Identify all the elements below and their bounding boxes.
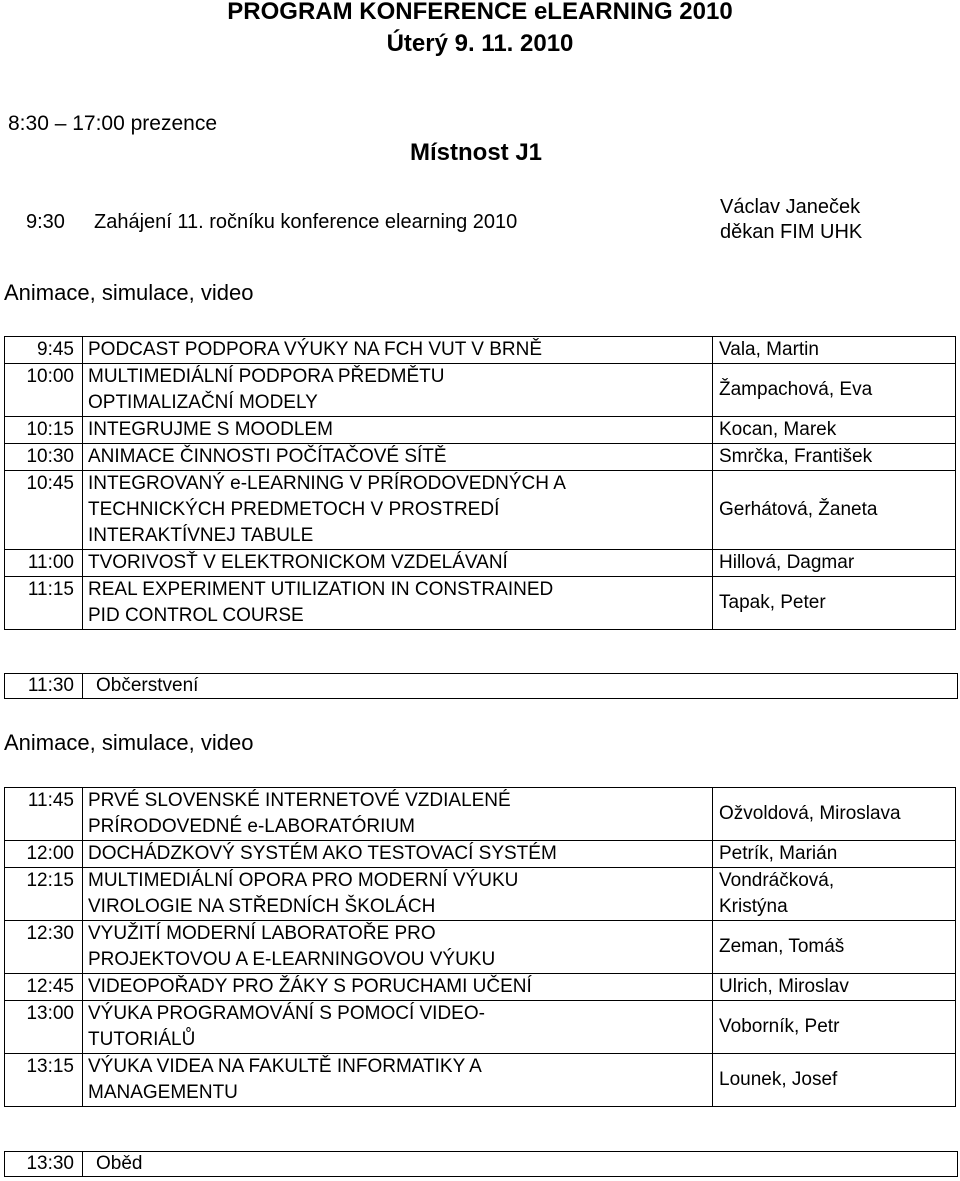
talk-speaker bbox=[713, 577, 956, 630]
opening-title: Zahájení 11. ročníku konference elearning 2010 bbox=[94, 211, 518, 233]
break-row bbox=[4, 1151, 958, 1177]
registration-info: 8:30 – 17:00 prezence bbox=[8, 112, 217, 135]
speaker-line: Vala, Martin bbox=[719, 339, 819, 360]
talk-title-line: VIDEOPOŘADY PRO ŽÁKY S PORUCHAMI UČENÍ bbox=[88, 976, 532, 997]
talk-speaker bbox=[713, 921, 956, 974]
talk-title bbox=[83, 417, 713, 444]
talk-title-line: TVORIVOSŤ V ELEKTRONICKOM VZDELÁVANÍ bbox=[88, 552, 508, 573]
talk-title-line: VÝUKA VIDEA NA FAKULTĚ INFORMATIKY A bbox=[88, 1056, 482, 1077]
talk-title-line: ANIMACE ČINNOSTI POČÍTAČOVÉ SÍTĚ bbox=[88, 446, 447, 467]
talk-speaker bbox=[713, 974, 956, 1001]
talk-speaker bbox=[713, 550, 956, 577]
talk-title bbox=[83, 974, 713, 1001]
talk-time: 10:00 bbox=[5, 364, 83, 417]
talk-speaker bbox=[713, 364, 956, 417]
talk-row bbox=[5, 868, 956, 921]
talk-title-line: VÝUKA PROGRAMOVÁNÍ S POMOCÍ VIDEO- bbox=[88, 1003, 485, 1024]
talk-row bbox=[5, 364, 956, 417]
talk-time: 13:00 bbox=[5, 1001, 83, 1054]
talk-title-line: PRÍRODOVEDNÉ e-LABORATÓRIUM bbox=[88, 816, 415, 837]
talk-title bbox=[83, 1054, 713, 1107]
section-heading: Animace, simulace, video bbox=[4, 280, 254, 305]
talk-row bbox=[5, 841, 956, 868]
talk-row bbox=[5, 1001, 956, 1054]
talk-speaker bbox=[713, 868, 956, 921]
talk-time: 12:00 bbox=[5, 841, 83, 868]
talk-row bbox=[5, 1054, 956, 1107]
speaker-line: Ulrich, Miroslav bbox=[719, 976, 849, 997]
talk-time: 9:45 bbox=[5, 337, 83, 364]
talk-title bbox=[83, 337, 713, 364]
talk-title-line: REAL EXPERIMENT UTILIZATION IN CONSTRAINED bbox=[88, 579, 554, 600]
talk-time: 13:15 bbox=[5, 1054, 83, 1107]
talk-speaker bbox=[713, 471, 956, 550]
talk-row bbox=[5, 974, 956, 1001]
talk-time: 10:15 bbox=[5, 417, 83, 444]
break-label: Oběd bbox=[96, 1153, 143, 1174]
speaker-line: Tapak, Peter bbox=[719, 592, 826, 613]
speaker-line: Hillová, Dagmar bbox=[719, 552, 855, 573]
page-title: PROGRAM KONFERENCE eLEARNING 2010 bbox=[227, 0, 733, 25]
talk-time: 11:00 bbox=[5, 550, 83, 577]
talk-row bbox=[5, 417, 956, 444]
schedule-table bbox=[4, 336, 956, 630]
page-date: Úterý 9. 11. 2010 bbox=[386, 30, 574, 57]
talk-title-line: MULTIMEDIÁLNÍ PODPORA PŘEDMĚTU bbox=[88, 366, 445, 387]
talk-speaker bbox=[713, 444, 956, 471]
break-time: 13:30 bbox=[5, 1152, 83, 1176]
speaker-line: Kocan, Marek bbox=[719, 419, 837, 440]
talk-time: 10:45 bbox=[5, 471, 83, 550]
speaker-line: Smrčka, František bbox=[719, 446, 873, 467]
talk-time: 11:15 bbox=[5, 577, 83, 630]
schedule-table bbox=[4, 787, 956, 1107]
speaker-line: Gerhátová, Žaneta bbox=[719, 499, 878, 520]
talk-title-line: PODCAST PODPORA VÝUKY NA FCH VUT V BRNĚ bbox=[88, 339, 543, 360]
talk-title-line: OPTIMALIZAČNÍ MODELY bbox=[88, 392, 318, 413]
talk-title bbox=[83, 444, 713, 471]
talk-title-line: MANAGEMENTU bbox=[88, 1082, 238, 1103]
talk-title bbox=[83, 921, 713, 974]
opening-time: 9:30 bbox=[26, 211, 65, 233]
talk-title bbox=[83, 550, 713, 577]
talk-speaker bbox=[713, 1054, 956, 1107]
talk-title-line: PRVÉ SLOVENSKÉ INTERNETOVÉ VZDIALENÉ bbox=[88, 790, 511, 811]
speaker-line: Žampachová, Eva bbox=[719, 379, 873, 400]
talk-title bbox=[83, 788, 713, 841]
talk-title-line: INTEGROVANÝ e-LEARNING V PRÍRODOVEDNÝCH A bbox=[88, 473, 566, 494]
talk-row bbox=[5, 337, 956, 364]
talk-title-line: TUTORIÁLŮ bbox=[88, 1029, 196, 1050]
talk-title bbox=[83, 841, 713, 868]
talk-title-line: VYUŽITÍ MODERNÍ LABORATOŘE PRO bbox=[88, 923, 436, 944]
talk-time: 11:45 bbox=[5, 788, 83, 841]
speaker-line: Václav Janeček bbox=[720, 196, 861, 218]
speaker-line: děkan FIM UHK bbox=[720, 221, 863, 243]
talk-title bbox=[83, 577, 713, 630]
speaker-line: Voborník, Petr bbox=[719, 1016, 840, 1037]
talk-title bbox=[83, 364, 713, 417]
talk-row bbox=[5, 577, 956, 630]
speaker-line: Lounek, Josef bbox=[719, 1069, 838, 1090]
talk-row bbox=[5, 444, 956, 471]
speaker-line: Ožvoldová, Miroslava bbox=[719, 803, 901, 824]
talk-title-line: MULTIMEDIÁLNÍ OPORA PRO MODERNÍ VÝUKU bbox=[88, 870, 519, 891]
talk-time: 12:30 bbox=[5, 921, 83, 974]
talk-row bbox=[5, 921, 956, 974]
talk-time: 10:30 bbox=[5, 444, 83, 471]
talk-title bbox=[83, 868, 713, 921]
section-heading: Animace, simulace, video bbox=[4, 730, 254, 755]
talk-title-line: PID CONTROL COURSE bbox=[88, 605, 304, 626]
talk-time: 12:15 bbox=[5, 868, 83, 921]
talk-title-line: DOCHÁDZKOVÝ SYSTÉM AKO TESTOVACÍ SYSTÉM bbox=[88, 843, 557, 864]
speaker-line: Zeman, Tomáš bbox=[719, 936, 845, 957]
talk-time: 12:45 bbox=[5, 974, 83, 1001]
talk-speaker bbox=[713, 337, 956, 364]
break-time: 11:30 bbox=[5, 674, 83, 698]
talk-title-line: INTERAKTÍVNEJ TABULE bbox=[88, 525, 314, 546]
talk-title-line: TECHNICKÝCH PREDMETOCH V PROSTREDÍ bbox=[88, 499, 500, 520]
speaker-line: Vondráčková, bbox=[719, 870, 835, 891]
talk-speaker bbox=[713, 841, 956, 868]
talk-title bbox=[83, 1001, 713, 1054]
break-row bbox=[4, 673, 958, 699]
talk-speaker bbox=[713, 1001, 956, 1054]
talk-speaker bbox=[713, 417, 956, 444]
talk-title bbox=[83, 471, 713, 550]
opening-speaker bbox=[720, 195, 862, 245]
speaker-line: Petrík, Marián bbox=[719, 843, 838, 864]
talk-row bbox=[5, 550, 956, 577]
talk-title-line: INTEGRUJME S MOODLEM bbox=[88, 419, 333, 440]
talk-title-line: VIROLOGIE NA STŘEDNÍCH ŠKOLÁCH bbox=[88, 896, 436, 917]
room-heading: Místnost J1 bbox=[410, 139, 543, 166]
talk-row bbox=[5, 788, 956, 841]
talk-speaker bbox=[713, 788, 956, 841]
break-label: Občerstvení bbox=[96, 675, 199, 696]
speaker-line: Kristýna bbox=[719, 896, 788, 917]
talk-row bbox=[5, 471, 956, 550]
talk-title-line: PROJEKTOVOU A E-LEARNINGOVOU VÝUKU bbox=[88, 949, 496, 970]
